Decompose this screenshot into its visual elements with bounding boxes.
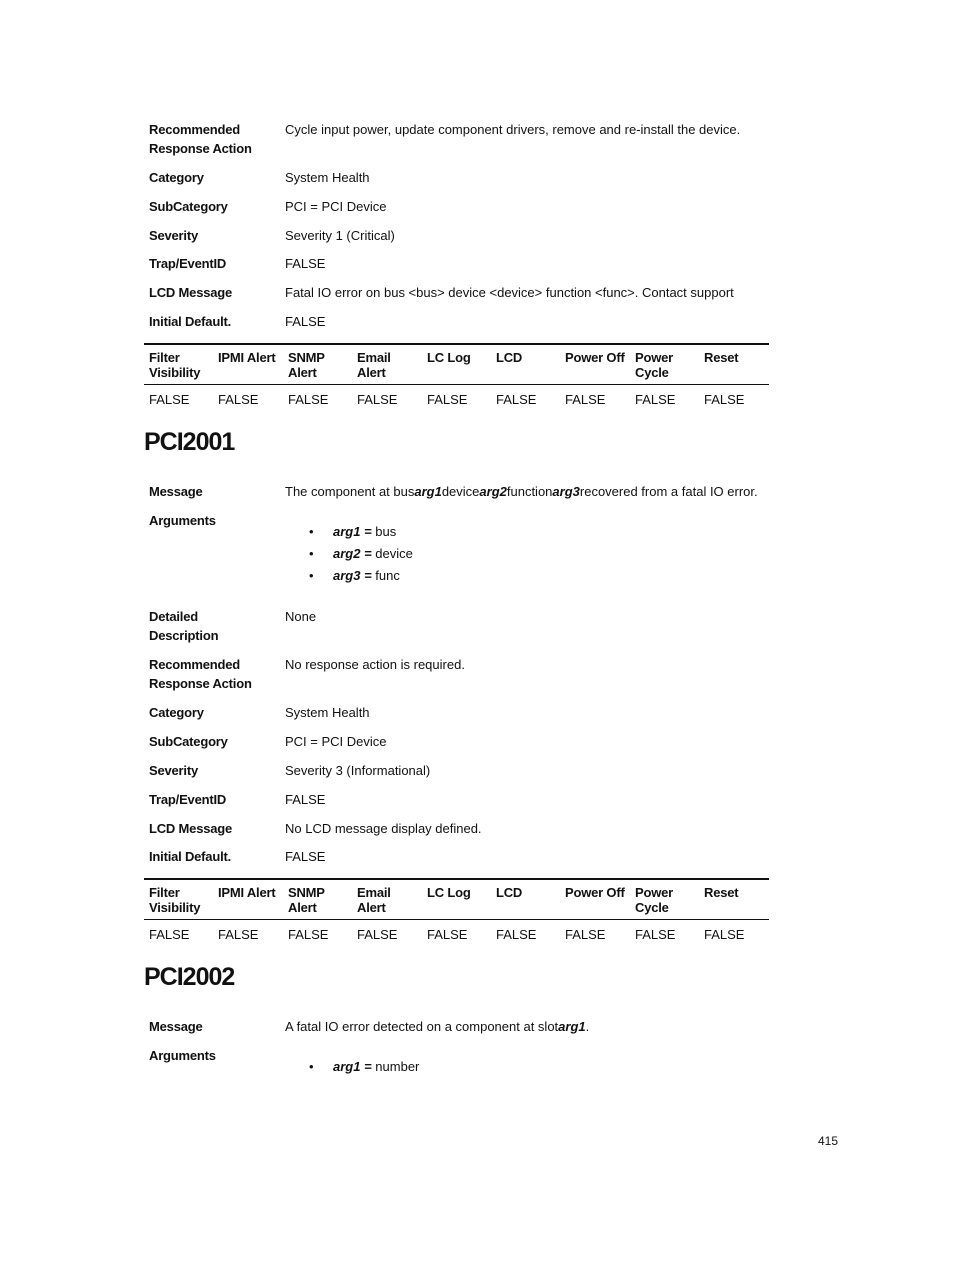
- kv-label: Trap/EventID: [149, 256, 227, 271]
- kv-label: Detailed Description: [149, 609, 219, 643]
- kv-label: Severity: [149, 763, 198, 778]
- section-title-pci2001: PCI2001: [144, 428, 235, 456]
- kv-value: FALSE: [285, 314, 326, 329]
- kv-label: Category: [149, 705, 204, 720]
- kv-arguments: [149, 511, 769, 530]
- table-cell: FALSE: [635, 392, 676, 407]
- header-cell: Reset: [704, 350, 739, 365]
- kv-severity: [149, 226, 769, 245]
- filter-table-header: [144, 343, 769, 385]
- kv-value: FALSE: [285, 849, 326, 864]
- kv-label: Recommended Response Action: [149, 657, 252, 691]
- list-item: • arg3 = func: [309, 565, 413, 587]
- table-cell: FALSE: [357, 927, 398, 942]
- table-cell: FALSE: [565, 927, 606, 942]
- kv-value: System Health: [285, 705, 370, 720]
- header-cell: Power Cycle: [635, 350, 674, 380]
- kv-value: FALSE: [285, 256, 326, 271]
- list-item: • arg2 = device: [309, 543, 413, 565]
- kv-recommended-response-action: [149, 120, 769, 158]
- kv-label: SubCategory: [149, 199, 228, 214]
- header-cell: Power Cycle: [635, 885, 674, 915]
- header-cell: IPMI Alert: [218, 350, 276, 365]
- header-cell: Filter Visibility: [149, 350, 201, 380]
- kv-subcategory: [149, 732, 769, 751]
- table-cell: FALSE: [427, 392, 468, 407]
- kv-category: [149, 703, 769, 722]
- kv-category: [149, 168, 769, 187]
- kv-value: FALSE: [285, 792, 326, 807]
- table-cell: FALSE: [288, 927, 329, 942]
- kv-label: SubCategory: [149, 734, 228, 749]
- arguments-list: [309, 521, 413, 587]
- kv-value: The component at busarg1devicearg2functionarg3recovered from a fatal IO error.: [285, 484, 758, 499]
- header-cell: LCD: [496, 350, 523, 365]
- kv-value: PCI = PCI Device: [285, 734, 387, 749]
- kv-value: Cycle input power, update component drivers, remove and re-install the device.: [285, 122, 741, 137]
- header-cell: LC Log: [427, 350, 471, 365]
- arguments-list: [309, 1056, 419, 1078]
- table-cell: FALSE: [496, 392, 537, 407]
- header-cell: SNMP Alert: [288, 885, 325, 915]
- kv-value: System Health: [285, 170, 370, 185]
- header-cell: Email Alert: [357, 885, 391, 915]
- kv-value: None: [285, 609, 317, 624]
- kv-detailed-description: [149, 607, 769, 645]
- kv-label: Message: [149, 1019, 203, 1034]
- kv-label: Initial Default.: [149, 849, 232, 864]
- kv-label: Message: [149, 484, 203, 499]
- page-number: 415: [818, 1134, 839, 1148]
- kv-lcd-message: [149, 283, 769, 302]
- list-item: • arg1 = bus: [309, 521, 413, 543]
- kv-value: A fatal IO error detected on a component at slotarg1.: [285, 1019, 590, 1034]
- table-cell: FALSE: [704, 927, 745, 942]
- kv-label: Arguments: [149, 1048, 216, 1063]
- table-cell: FALSE: [427, 927, 468, 942]
- table-row: [144, 920, 769, 950]
- kv-label: Category: [149, 170, 204, 185]
- filter-table-header: [144, 878, 769, 920]
- header-cell: Email Alert: [357, 350, 391, 380]
- kv-subcategory: [149, 197, 769, 216]
- table-cell: FALSE: [704, 392, 745, 407]
- kv-value: No LCD message display defined.: [285, 821, 482, 836]
- kv-label: LCD Message: [149, 285, 233, 300]
- header-cell: SNMP Alert: [288, 350, 325, 380]
- table-cell: FALSE: [635, 927, 676, 942]
- kv-message: [149, 1017, 769, 1036]
- table-cell: FALSE: [288, 392, 329, 407]
- header-cell: IPMI Alert: [218, 885, 276, 900]
- filter-table: [144, 343, 769, 415]
- kv-arguments: [149, 1046, 769, 1065]
- table-cell: FALSE: [218, 392, 259, 407]
- table-cell: FALSE: [496, 927, 537, 942]
- kv-label: Initial Default.: [149, 314, 232, 329]
- kv-label: LCD Message: [149, 821, 233, 836]
- kv-value: Fatal IO error on bus <bus> device <device> function <func>. Contact support: [285, 285, 734, 300]
- table-cell: FALSE: [149, 927, 190, 942]
- kv-recommended-response-action: [149, 655, 769, 693]
- header-cell: Power Off: [565, 350, 625, 365]
- kv-value: Severity 3 (Informational): [285, 763, 431, 778]
- kv-trap-eventid: [149, 790, 769, 809]
- kv-label: Trap/EventID: [149, 792, 227, 807]
- kv-initial-default: [149, 847, 769, 866]
- kv-label: Arguments: [149, 513, 216, 528]
- table-cell: FALSE: [149, 392, 190, 407]
- filter-table: [144, 878, 769, 950]
- table-cell: FALSE: [218, 927, 259, 942]
- kv-initial-default: [149, 312, 769, 331]
- kv-message: [149, 482, 769, 501]
- kv-trap-eventid: [149, 254, 769, 273]
- kv-value: PCI = PCI Device: [285, 199, 387, 214]
- header-cell: LCD: [496, 885, 523, 900]
- list-item: • arg1 = number: [309, 1056, 419, 1078]
- kv-severity: [149, 761, 769, 780]
- kv-value: No response action is required.: [285, 657, 465, 672]
- table-cell: FALSE: [357, 392, 398, 407]
- section-title-pci2002: PCI2002: [144, 963, 235, 991]
- header-cell: Reset: [704, 885, 739, 900]
- kv-label: Severity: [149, 228, 198, 243]
- kv-label: Recommended Response Action: [149, 122, 252, 156]
- kv-lcd-message: [149, 819, 769, 838]
- header-cell: Power Off: [565, 885, 625, 900]
- header-cell: LC Log: [427, 885, 471, 900]
- table-cell: FALSE: [565, 392, 606, 407]
- kv-value: Severity 1 (Critical): [285, 228, 395, 243]
- table-row: [144, 385, 769, 415]
- header-cell: Filter Visibility: [149, 885, 201, 915]
